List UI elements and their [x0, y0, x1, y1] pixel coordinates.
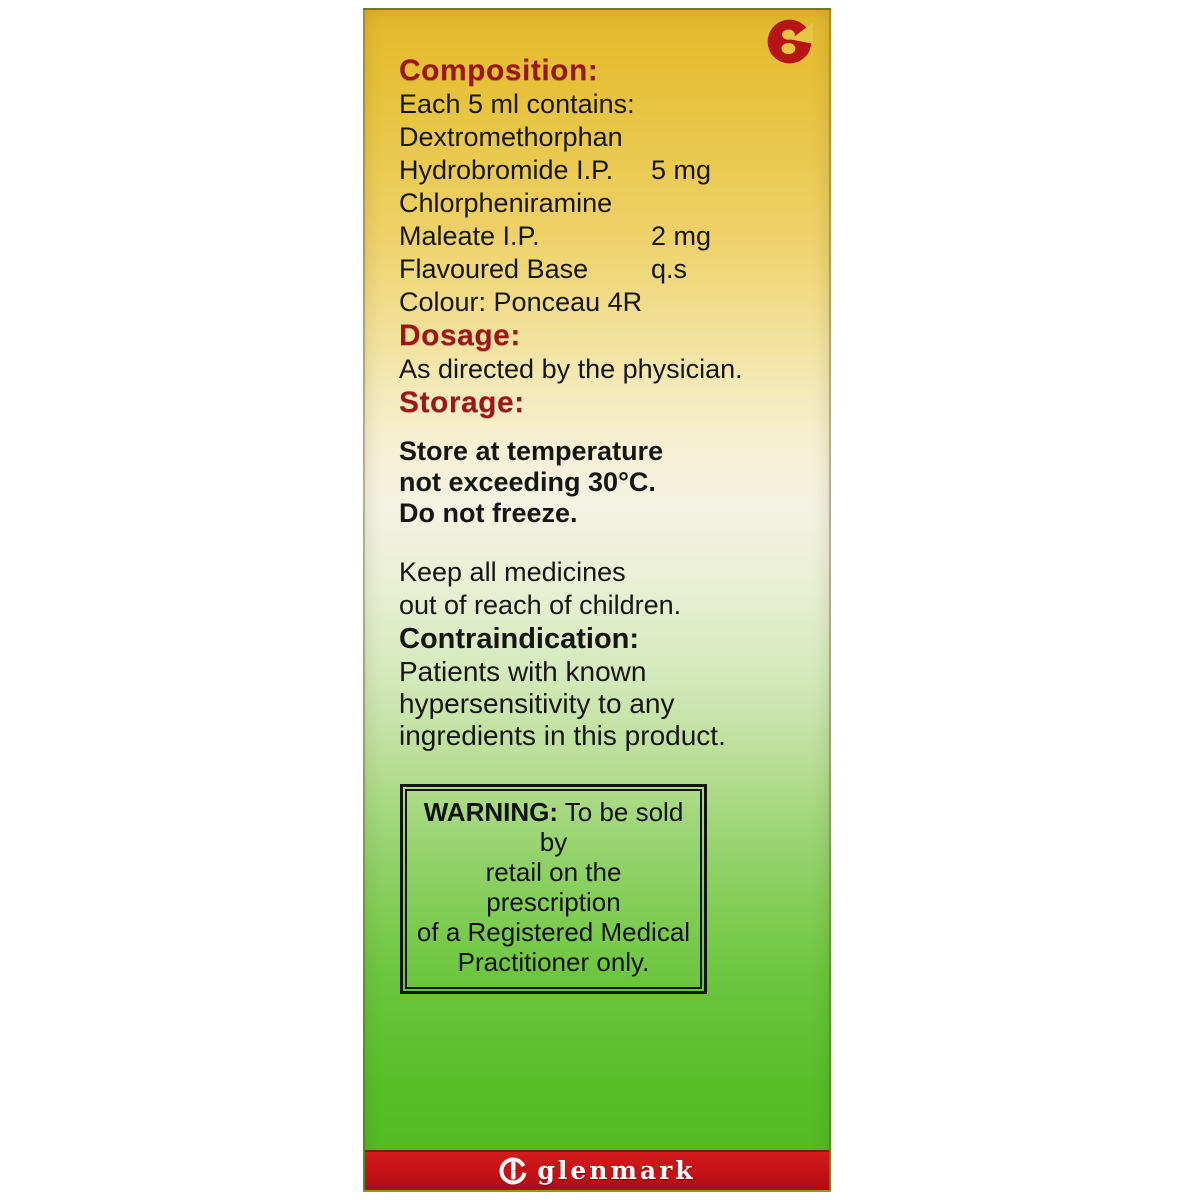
contraindication-line: hypersensitivity to any — [399, 688, 675, 719]
composition-row — [399, 121, 803, 154]
composition-row — [399, 154, 803, 187]
composition-heading: Composition: — [399, 54, 599, 87]
carton-side-panel — [363, 8, 831, 1192]
dosage-heading: Dosage: — [399, 319, 521, 352]
ingredient-name: Flavoured Base — [399, 254, 589, 284]
storage-line: Store at temperature — [399, 436, 664, 466]
keep-away-line: Keep all medicines — [399, 557, 626, 587]
dosage-text: As directed by the physician. — [399, 354, 743, 384]
composition-row — [399, 253, 803, 286]
warning-box — [400, 784, 707, 994]
ingredient-name: Dextromethorphan — [399, 122, 623, 152]
keep-away-note — [399, 556, 803, 622]
ingredient-name: Maleate I.P. — [399, 221, 540, 251]
contraindication-line: ingredients in this product. — [399, 720, 726, 751]
warning-line: Practitioner only. — [457, 947, 650, 977]
composition-row — [399, 187, 803, 220]
contraindication-heading: Contraindication: — [399, 623, 640, 655]
contraindication-text — [399, 656, 803, 752]
ingredient-name: Each 5 ml contains: — [399, 89, 635, 119]
warning-line: retail on the prescription — [485, 857, 622, 917]
ingredient-amount: 5 mg — [651, 155, 712, 185]
storage-heading: Storage: — [399, 386, 525, 419]
contraindication-line: Patients with known — [399, 656, 647, 687]
ingredient-name: Colour: Ponceau 4R — [399, 287, 643, 317]
ingredient-name: Hydrobromide I.P. — [399, 155, 614, 185]
keep-away-line: out of reach of children. — [399, 590, 682, 620]
warning-line — [415, 797, 692, 857]
glenmark-wordmark: glenmark — [537, 1155, 696, 1185]
ingredient-amount: 2 mg — [651, 221, 712, 251]
ingredient-name: Chlorpheniramine — [399, 188, 613, 218]
warning-line: of a Registered Medical — [416, 917, 691, 947]
glenmark-logo-icon — [498, 1156, 528, 1186]
storage-line: Do not freeze. — [399, 498, 578, 528]
storage-line: not exceeding 30°C. — [399, 467, 656, 497]
panel-text-content — [365, 10, 829, 994]
composition-row — [399, 286, 803, 319]
composition-row — [399, 88, 803, 121]
warning-label: WARNING: — [423, 797, 559, 827]
warning-box-inner — [405, 789, 702, 989]
brand-band — [365, 1150, 829, 1190]
storage-instructions — [399, 436, 803, 529]
composition-table — [399, 88, 803, 319]
ingredient-amount: q.s — [651, 254, 688, 284]
composition-row — [399, 220, 803, 253]
warning-line-rest: To be sold by — [539, 797, 684, 857]
